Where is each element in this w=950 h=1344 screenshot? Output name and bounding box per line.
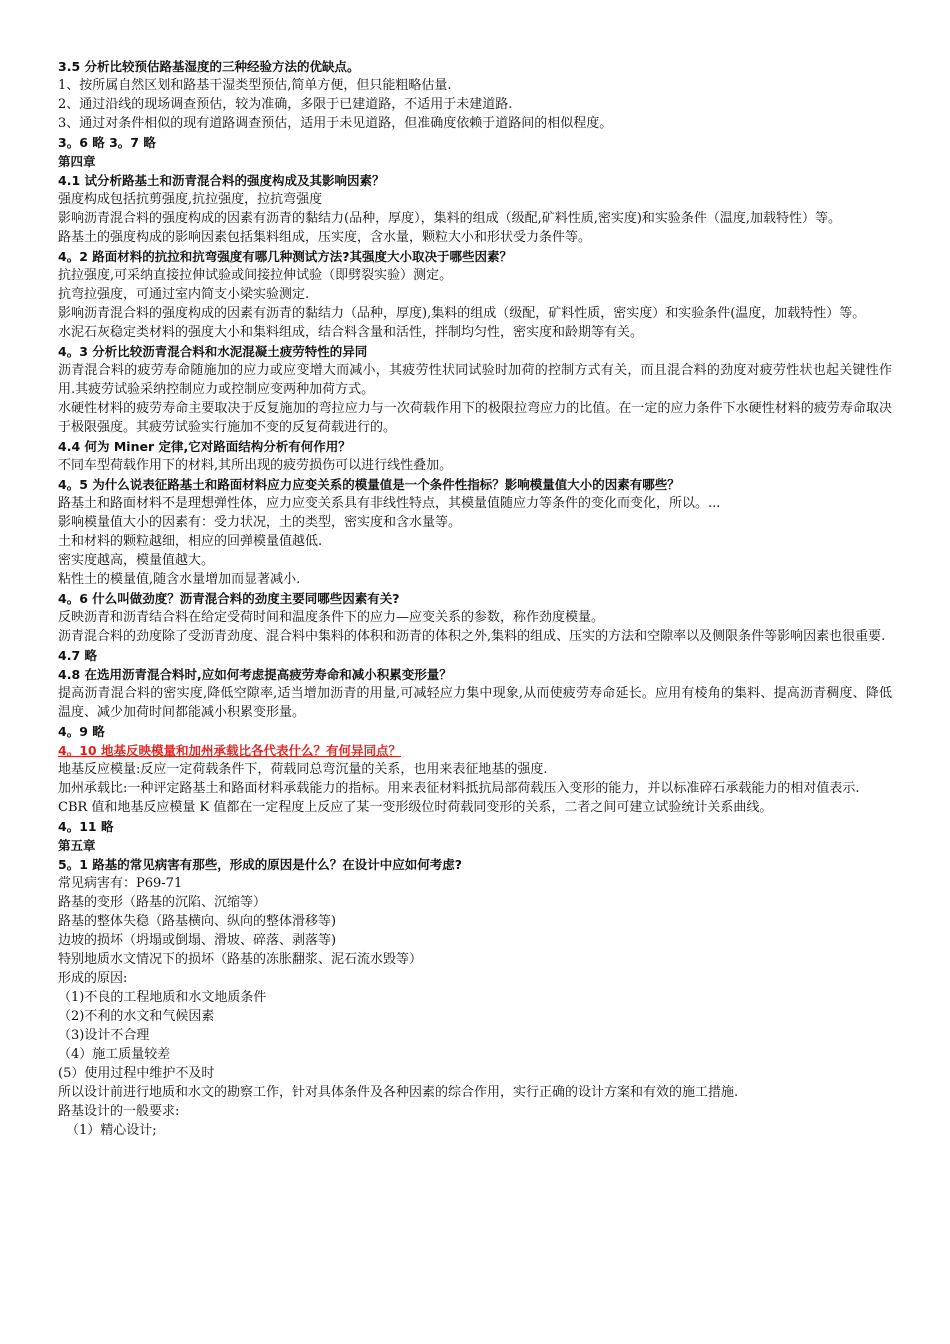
text-line: 地基反应模量:反应一定荷载条件下，荷载同总弯沉量的关系，也用来表征地基的强度. [58,762,548,777]
text-line: 所以设计前进行地质和水文的勘察工作，针对具体条件及各种因素的综合作用，实行正确的设计方案和有效的施工措施. [58,1085,739,1100]
text-line: 形成的原因: [58,971,128,986]
text-line: CBR 值和地基反应模量 K 值都在一定程度上反应了某一变形级位时荷载同变形的关系，二者之间可建立试验统计关系曲线。 [58,800,773,815]
text-line: 抗拉强度,可采纳直接拉伸试验或间接拉伸试验（即劈裂实验）测定。 [58,268,453,283]
text-line: 强度构成包括抗剪强度,抗拉强度，拉抗弯强度 [58,192,323,207]
text-line: 土和材料的颗粒越细，相应的回弹模量值越低. [58,534,323,549]
section-heading: 4。11 略 [58,819,114,834]
text-line: 粘性土的模量值,随含水量增加而显著减小. [58,572,301,587]
section-heading: 4.4 何为 Miner 定律,它对路面结构分析有何作用？ [58,439,351,454]
text-line: 影响沥青混合料的强度构成的因素有沥青的黏结力（品种，厚度),集料的组成（级配，矿料性质，密实度）和实验条件(温度，加载特性）等。 [58,306,866,321]
text-line: 提高沥青混合料的密实度,降低空隙率,适当增加沥青的用量,可减轻应力集中现象,从而使疲劳寿命延长。应用有棱角的集料、提高沥青稠度、降低温度、减少加荷时间都能减小积累变形量。 [58,686,892,720]
text-line: 路基的整体失稳（路基横向、纵向的整体滑移等) [58,914,337,929]
text-line: 不同车型荷载作用下的材料,其所出现的疲劳损伤可以进行线性叠加。 [58,458,453,473]
text-line: 边坡的损坏（坍塌或倒塌、滑坡、碎落、剥落等) [58,933,337,948]
text-line: 水硬性材料的疲劳寿命主要取决于反复施加的弯拉应力与一次荷载作用下的极限拉弯应力的比值。在一定的应力条件下水硬性材料的疲劳寿命取决于极限强度。其疲劳试验实行施加不变的反复荷载进行的。 [58,401,892,435]
text-line: （1）精心设计; [66,1123,157,1138]
text-line: 1、按所属自然区划和路基干湿类型预估,简单方便，但只能粗略估量. [58,78,452,93]
text-line: 路基的变形（路基的沉陷、沉缩等） [58,895,267,910]
section-heading: 第五章 [58,838,96,853]
text-line: 影响沥青混合料的强度构成的因素有沥青的黏结力(品种，厚度），集料的组成（级配,矿料性质,密实度)和实验条件（温度,加载特性）等。 [58,211,842,226]
section-heading: 第四章 [58,154,96,169]
text-line: 沥青混合料的劲度除了受沥青劲度、混合料中集料的体积和沥青的体积之外,集料的组成、压实的方法和空隙率以及侧限条件等影响因素也很重要. [58,629,886,644]
text-line: 反映沥青和沥青结合料在给定受荷时间和温度条件下的应力—应变关系的参数，称作劲度模量。 [58,610,605,625]
text-line: 水泥石灰稳定类材料的强度大小和集料组成，结合料含量和活性，拌制均匀性，密实度和龄期等有关。 [58,325,644,340]
text-line: 路基设计的一般要求: [58,1104,180,1119]
text-line: 路基土的强度构成的影响因素包括集料组成，压实度，含水量，颗粒大小和形状受力条件等。 [58,230,592,245]
section-heading: 3.5 分析比较预估路基湿度的三种经验方法的优缺点。 [58,59,360,74]
text-line: （1)不良的工程地质和水文地质条件 [58,990,267,1005]
text-line: (5）使用过程中维护不及时 [58,1066,215,1081]
text-line: 密实度越高，模量值越大。 [58,553,215,568]
section-heading: 4。9 略 [58,724,105,739]
text-line: 常见病害有：P69-71 [58,876,183,891]
text-line: 沥青混合料的疲劳寿命随施加的应力或应变增大而减小，其疲劳性状同试验时加荷的控制方式有关，而且混合料的劲度对疲劳性状也起关键性作用.其疲劳试验采纳控制应力或控制应变两种加荷方式。 [58,363,892,397]
section-heading: 4。6 什么叫做劲度？沥青混合料的劲度主要同哪些因素有关? [58,591,400,606]
text-line: （3)设计不合理 [58,1028,150,1043]
section-heading: 4.1 试分析路基土和沥青混合料的强度构成及其影响因素？ [58,173,385,188]
section-heading: 4.7 略 [58,648,97,663]
text-line: 特别地质水文情况下的损坏（路基的冻胀翻浆、泥石流水毁等） [58,952,423,967]
text-line: 3、通过对条件相似的现有道路调查预估，适用于未见道路，但准确度依赖于道路间的相似程度。 [58,116,613,131]
section-heading: 4。2 路面材料的抗拉和抗弯强度有哪几种测试方法?其强度大小取决于哪些因素？ [58,249,512,264]
section-heading: 5。1 路基的常见病害有那些，形成的原因是什么？在设计中应如何考虑? [58,857,462,872]
text-line: 影响模量值大小的因素有：受力状况，土的类型，密实度和含水量等。 [58,515,462,530]
section-heading: 4。3 分析比较沥青混合料和水泥混凝土疲劳特性的异同 [58,344,368,359]
section-heading: 4.8 在选用沥青混合料时,应如何考虑提高疲劳寿命和减小积累变形量？ [58,667,452,682]
text-line: 路基土和路面材料不是理想弹性体，应力应变关系具有非线性特点，其模量值随应力等条件的变化而变化，所以。... [58,496,721,511]
text-line: （4）施工质量较差 [58,1047,171,1062]
text-line: （2)不利的水文和气候因素 [58,1009,215,1024]
document-page [58,57,892,1140]
section-heading: 4。10 地基反映模量和加州承载比各代表什么？有何异同点？ [58,743,401,758]
text-line: 2、通过沿线的现场调查预估，较为准确，多限于已建道路，不适用于未建道路. [58,97,513,112]
text-line: 抗弯拉强度，可通过室内简支小梁实验测定. [58,287,310,302]
text-line: 加州承载比:一种评定路基土和路面材料承载能力的指标。用来表征材料抵抗局部荷载压入变形的能力，并以标准碎石承载能力的相对值表示. [58,781,860,796]
section-heading: 4。5 为什么说表征路基土和路面材料应力应变关系的模量值是一个条件性指标？影响模量值大小的因素有哪些？ [58,477,680,492]
section-heading: 3。6 略 3。7 略 [58,135,156,150]
